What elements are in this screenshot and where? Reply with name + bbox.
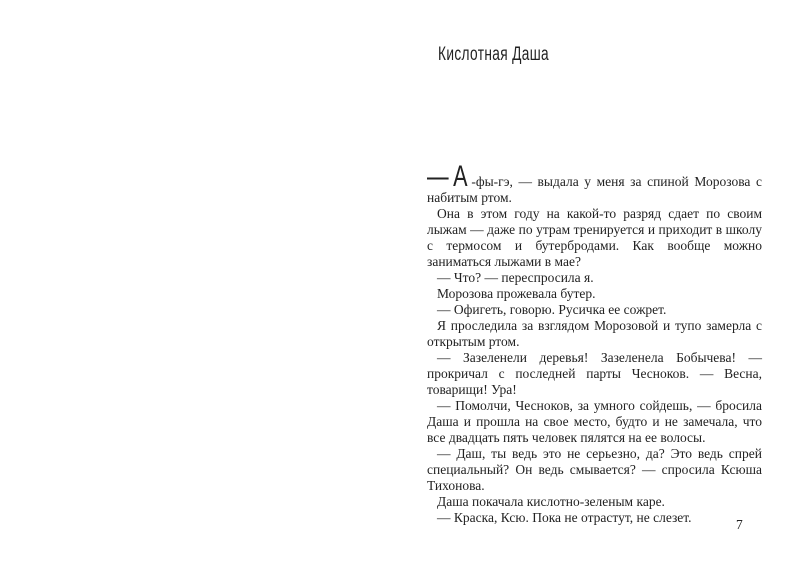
opening-initial: — А xyxy=(427,160,467,193)
paragraph: — Даш, ты ведь это не серьезно, да? Это ведь спрей специальный? Он ведь смывается? — спросила Ксюша Тихонова. xyxy=(427,446,762,493)
paragraph-text: -фы-гэ, — выдала у меня за спиной Морозова с набитым ртом. xyxy=(427,174,762,205)
paragraph: — Помолчи, Чесноков, за умного сойдешь, — бросила Даша и прошла на свое место, будто и не замечала, что все двадцать пять человек пялятся на ее волосы. xyxy=(427,398,762,445)
paragraph: — Офигеть, говорю. Русичка ее сожрет. xyxy=(437,302,667,317)
paragraph: Она в этом году на какой-то разряд сдает по своим лыжам — даже по утрам тренируется и приходит в школу с термосом и бутербродами. Как вообще можно заниматься лыжами в мае? xyxy=(427,206,762,269)
chapter-title: Кислотная Даша xyxy=(438,44,550,65)
paragraph xyxy=(427,160,762,206)
text-block xyxy=(427,160,762,526)
paragraph: Даша покачала кислотно-зеленым каре. xyxy=(437,494,665,509)
paragraph: — Что? — переспросила я. xyxy=(437,270,594,285)
paragraph: Морозова прожевала бутер. xyxy=(437,286,596,301)
paragraph: Я проследила за взглядом Морозовой и тупо замерла с открытым ртом. xyxy=(427,318,762,349)
paragraph: — Зазеленели деревья! Зазеленела Бобычева! — прокричал с последней парты Чесноков. — Весна, товарищи! Ура! xyxy=(427,350,762,397)
page-number: 7 xyxy=(736,517,743,532)
paragraph: — Краска, Ксю. Пока не отрастут, не слезет. xyxy=(437,510,692,525)
